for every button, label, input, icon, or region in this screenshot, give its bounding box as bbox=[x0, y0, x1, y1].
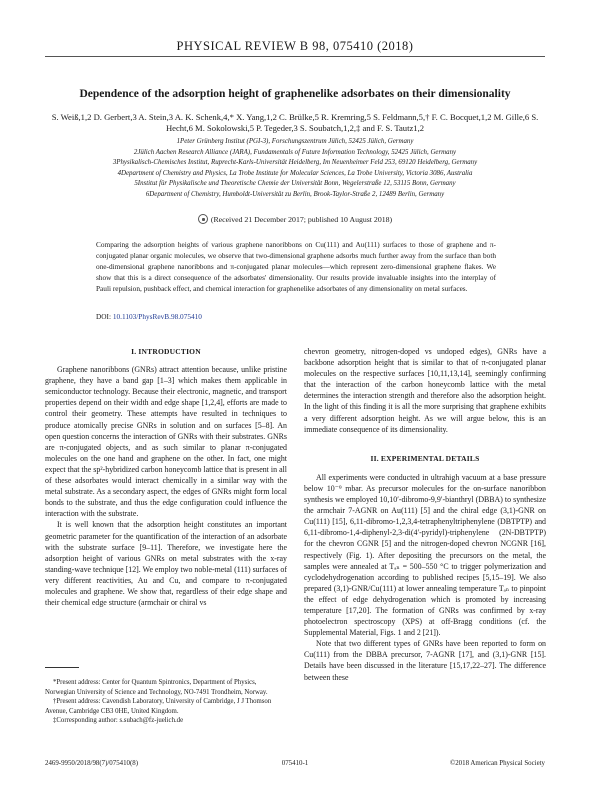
abstract: Comparing the adsorption heights of various graphene nanoribbons on Cu(111) and Au(111) surfaces to those of graphene and π-conjugated planar organic molecules, we observe that two-dimensional graphene adsorbs much further away from the surface than both one-dimensional graphene nanoribbons and π-conjugated planar molecules—which represent zero-dimensional graphene flakes. We show that this is a direct consequence of the adsorbates' dimensionality. Our results provide invaluable insights into the interplay of Pauli repulsion, pushback effect, and chemical interaction for graphenelike adsorbates of any dimensionality on metal surfaces. bbox=[96, 240, 496, 294]
footnote-rule bbox=[45, 667, 79, 668]
paragraph: Graphene nanoribbons (GNRs) attract attention because, unlike pristine graphene, they have a band gap [1–3] which makes them applicable in semiconductor technology. Because their electronic, magnetic, and transport properties depend on their width and edge shape [1,2,4], efforts are made to control their geometry. These attempts have resulted in techniques to produce atomically precise GNRs in solution and on surfaces [5–8]. An open question concerns the interaction of GNRs with their substrates. GNRs are π-conjugated objects, and as such similar to planar π-conjugated molecules on the one hand and graphene on the other. In fact, one might expect that the sp²-hybridized carbon honeycomb lattice that is present in all of these adsorbates would interact chemically in a similar way with the metal substrate. As a secondary aspect, the edges of GNRs might form local bonds to the substrate, and thus the edge configuration could influence the interaction with the substrate. bbox=[45, 365, 287, 519]
doi-link[interactable]: 10.1103/PhysRevB.98.075410 bbox=[112, 312, 202, 321]
section-heading-experimental: II. EXPERIMENTAL DETAILS bbox=[370, 453, 480, 463]
section-heading-introduction: I. INTRODUCTION bbox=[131, 347, 201, 356]
footnotes bbox=[45, 678, 287, 726]
open-access-icon bbox=[198, 214, 208, 224]
page-number: 075410-1 bbox=[281, 760, 309, 767]
journal-header: PHYSICAL REVIEW B 98, 075410 (2018) bbox=[176, 39, 414, 53]
footer-issn: 2469-9950/2018/98(7)/075410(8) bbox=[45, 760, 139, 767]
paragraph: Note that two different types of GNRs have been reported to form on Cu(111) from the DBBA precursor, 7-AGNR [17], and (3,1)-GNR [15]. Details have been discussed in the literature [15,17,22–27]. The difference between these bbox=[304, 639, 546, 682]
dates-text: (Received 21 December 2017; published 10 August 2018) bbox=[210, 215, 393, 224]
footnote: *Present address: Center for Quantum Spintronics, Department of Physics, Norwegian University of Science and Technology, NO-7491 Trondheim, Norway. bbox=[45, 679, 268, 696]
affiliation: 3Physikalisch-Chemisches Institut, Ruprecht-Karls-Universität Heidelberg, Im Neuenheimer Feld 253, 69120 Heidelberg, Germany bbox=[112, 159, 478, 166]
left-column bbox=[45, 346, 287, 608]
footnote: †Present address: Cavendish Laboratory, University of Cambridge, J J Thomson Avenue, Cambridge CB3 0HE, United Kingdom. bbox=[45, 698, 272, 715]
doi bbox=[96, 312, 496, 321]
right-column bbox=[304, 346, 546, 683]
affiliation: 2Jülich Aachen Research Alliance (JARA), Fundamentals of Future Information Technology, 52425 Jülich, Germany bbox=[133, 148, 457, 156]
paragraph: All experiments were conducted in ultrahigh vacuum at a base pressure below 10⁻⁹ mbar. As precursor molecules for the on-surface nanoribbon synthesis we employed 10,10′-dibromo-9,9′-bianthryl (DBBA) to synthesize the armchair 7-AGNR on Au(111) [5] and the chiral edge (3,1)-GNR on Cu(111) [15], 6,11-dibromo-1,2,3,4-tetraphenyltriphenylene (DBTPTP) and 6,11-dibromo-1,4-diphenyl-2,3-di(4′-pyridyl)-triphenylene (2N-DBTPTP) for the chevron CGNR [5] and the nitrogen-doped chevron NCGNR [16], respectively (Fig. 1). After depositing the precursors on the metal, the samples were annealed at Tₐₙ = 500–550 °C to trigger polymerization and cyclodehydrogenation according to published recipes [5,15–19]. We also prepared (3,1)-GNR/Cu(111) at lower annealing temperature Tₐₙ to pinpoint the effect of edge dehydrogenation which is promoted by increasing temperature [17,20]. The formation of GNRs was confirmed by x-ray photoelectron spectroscopy (XPS) at off-Bragg conditions (cf. the Supplemental Material, Figs. 1 and 2 [21]). bbox=[304, 472, 546, 638]
affiliation: 6Department of Chemistry, Humboldt-Universität zu Berlin, Brook-Taylor-Straße 2, 12489 Berlin, Germany bbox=[145, 190, 445, 198]
publication-dates bbox=[40, 214, 550, 224]
footnote: ‡Corresponding author: s.subach@fz-juelich.de bbox=[53, 717, 184, 725]
paragraph: chevron geometry, nitrogen-doped vs undoped edges), GNRs have a backbone adsorption height that is similar to that of π-conjugated planar molecules on the respective surfaces [10,11,13,14], seemingly confirming that the interaction of the carbon honeycomb lattice with the metal determines the interaction strength and therefore also the adsorption height. In the light of this finding it is all the more surprising that graphene exhibits a very different adsorption height. As we will argue below, this is an immediate consequence of its dimensionality. bbox=[304, 347, 546, 434]
affiliation: 1Peter Grünberg Institut (PGI-3), Forschungszentrum Jülich, 52425 Jülich, Germany bbox=[176, 138, 414, 145]
affiliation: 4Department of Chemistry and Physics, La Trobe Institute for Molecular Sciences, La Trobe University, Victoria 3086, Australia bbox=[117, 169, 473, 177]
affiliation: 5Institut für Physikalische und Theoretische Chemie der Universität Bonn, Wegelerstraße 12, 53115 Bonn, Germany bbox=[134, 180, 456, 187]
footer-copyright: ©2018 American Physical Society bbox=[450, 760, 545, 767]
affiliations bbox=[20, 137, 570, 200]
author-list: S. Weiß,1,2 D. Gerbert,3 A. Stein,3 A. K. Schenk,4,* X. Yang,1,2 C. Brülke,5 R. Kremring,5 S. Feldmann,5,† F. C. Bocquet,1,2 M. Gille,6 S. Hecht,6 M. Sokolowski,5 P. Tegeder,3 S. Soubatch,1,2,‡ and F. S. Tautz1,2 bbox=[51, 112, 539, 133]
doi-label: DOI: bbox=[96, 312, 111, 321]
header-rule bbox=[45, 56, 545, 57]
paper-title: Dependence of the adsorption height of graphenelike adsorbates on their dimensionality bbox=[79, 88, 511, 100]
paragraph: It is well known that the adsorption height constitutes an important geometric parameter for the quantification of the interaction of an adsorbate with the substrate surface [9–11]. Therefore, we investigate here the adsorption height of various GNRs on metal substrates with the x-ray standing-wave technique [12]. We employ two noble-metal (111) surfaces of very different reactivities, Au and Cu, and compare to π-conjugated molecules and graphene. We show that, regardless of their edge shape and their chemical edge structure (armchair or chiral vs bbox=[45, 520, 287, 608]
